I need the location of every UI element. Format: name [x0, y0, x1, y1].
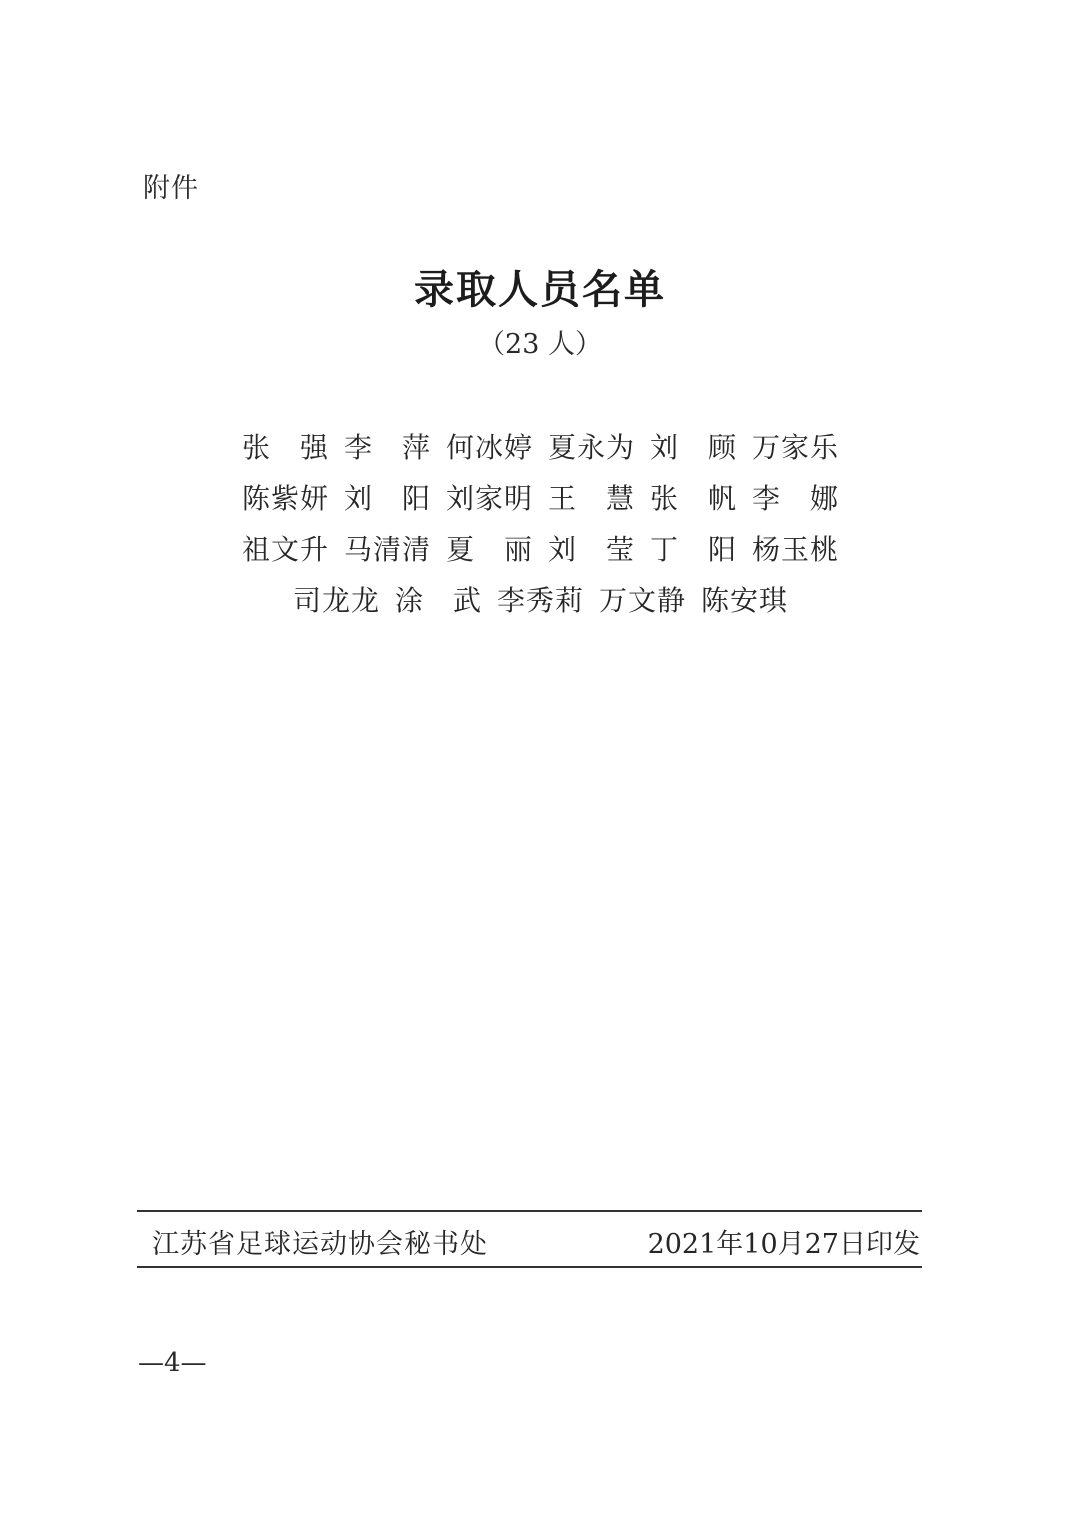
name-row-3	[0, 522, 1080, 573]
name-entry: 刘 莹	[548, 532, 634, 566]
name-entry: 张 强	[242, 430, 328, 464]
name-entry: 杨玉桃	[752, 532, 838, 566]
name-entry: 夏永为	[548, 430, 634, 464]
name-entry: 马清清	[344, 532, 430, 566]
name-entry: 王 慧	[548, 481, 634, 515]
name-row-2	[0, 471, 1080, 522]
name-entry: 祖文升	[242, 532, 328, 566]
document-title: 录取人员名单	[414, 266, 666, 313]
name-entry: 刘家明	[446, 481, 532, 515]
attachment-label: 附件	[143, 173, 199, 204]
footer-rule-bottom	[137, 1266, 922, 1268]
name-entry: 司龙龙	[293, 583, 379, 617]
name-entry: 陈紫妍	[242, 481, 328, 515]
name-entry: 陈安琪	[701, 583, 787, 617]
footer-issue-date: 2021年10月27日印发	[647, 1229, 920, 1260]
name-entry: 涂 武	[395, 583, 481, 617]
name-entry: 李秀莉	[497, 583, 583, 617]
page-number: —4—	[138, 1348, 207, 1378]
name-entry: 刘 阳	[344, 481, 430, 515]
footer-rule-top	[137, 1210, 922, 1212]
admission-name-list	[0, 420, 1080, 624]
footer-issuer: 江苏省足球运动协会秘书处	[152, 1229, 488, 1260]
name-entry: 万家乐	[752, 430, 838, 464]
name-entry: 李 娜	[752, 481, 838, 515]
name-entry: 李 萍	[344, 430, 430, 464]
admission-count: （23 人）	[478, 329, 602, 360]
name-row-4	[0, 573, 1080, 624]
name-entry: 何冰婷	[446, 430, 532, 464]
name-entry: 万文静	[599, 583, 685, 617]
name-entry: 张 帆	[650, 481, 736, 515]
name-entry: 丁 阳	[650, 532, 736, 566]
name-row-1	[0, 420, 1080, 471]
name-entry: 夏 丽	[446, 532, 532, 566]
name-entry: 刘 顾	[650, 430, 736, 464]
